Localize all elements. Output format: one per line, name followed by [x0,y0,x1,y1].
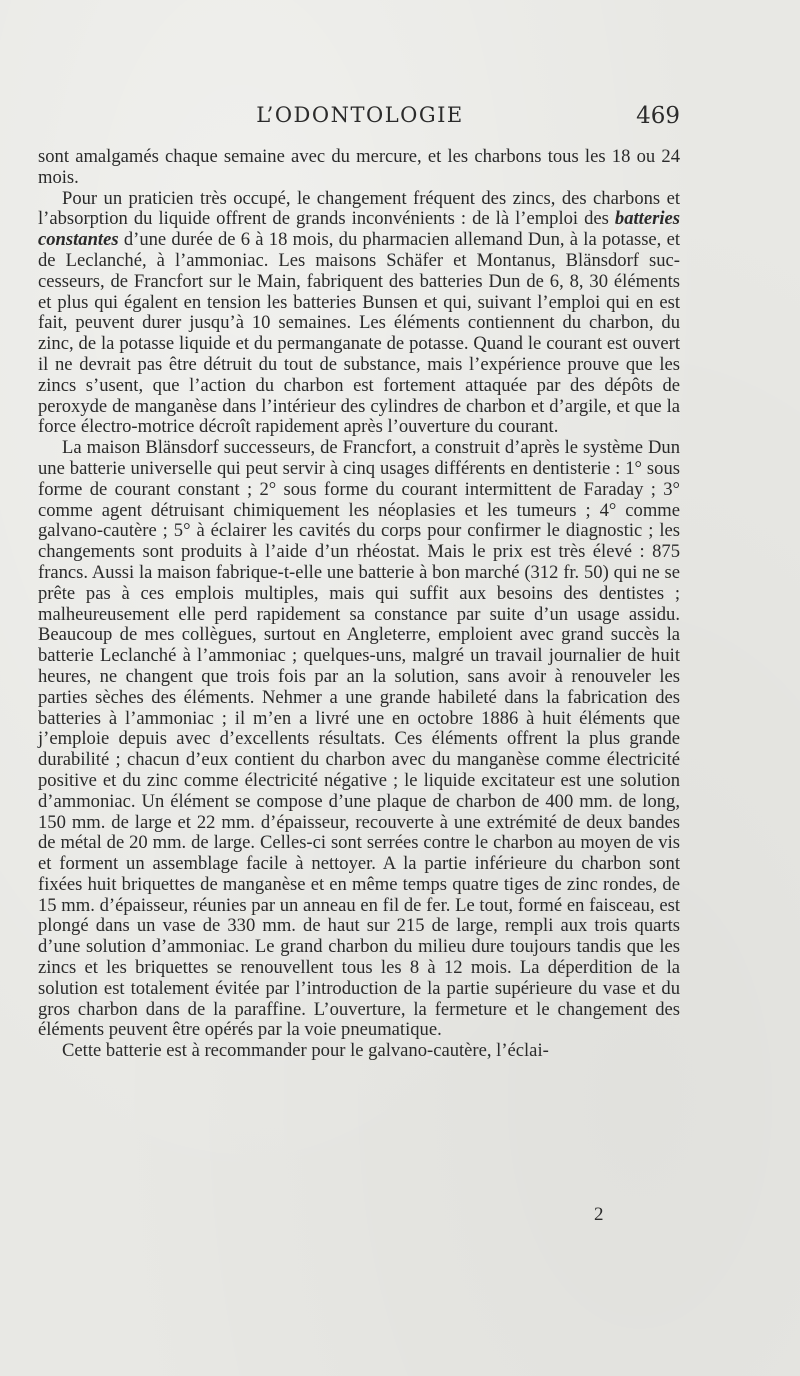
text-run: d’une durée de 6 à 18 mois, du pharmacien allemand Dun, à la potasse, et de Leclanché, à l’ammoniac. Les maisons Schäfer et Montanus, Blänsdorf successeurs, de Francfort sur le Main, fabriquent des batteries Dun de 6, 8, 30 éléments et plus qui égalent en tension les batteries Bunsen et qui, suivant l’emploi qui en est fait, peuvent durer jusqu’à 10 semaines. Les éléments contiennent du charbon, du zinc, de la potasse liquide et du permanganate de potasse. Quand le courant est ouvert il ne devrait pas être détruit du tout de substance, mais l’expérience prouve que les zincs s’usent, que l’action du charbon est fortement attaquée par des dépôts de peroxyde de manganèse dans l’intérieur des cylindres de charbon et d’argile, et que la force électro-motrice décroît rapidement après l’ouverture du courant. [38,229,680,438]
running-title: L’ODONTOLOGIE [256,103,464,127]
body-text [38,147,680,1062]
emphasized-term: batteries constantes [38,208,680,251]
page-header [40,103,680,133]
text-run: La maison Blänsdorf successeurs, de Francfort, a construit d’après le système Dun une batterie universelle qui peut servir à cinq usages différents en dentisterie : 1° sous forme de courant constant ; 2° sous forme du courant intermittent de Faraday ; 3° comme agent détruisant chimiquement les néoplasies et les tumeurs ; 4° comme galvano-cautère ; 5° à éclairer les cavités du corps pour confirmer le diagnostic ; les changements sont produits à l’aide d’un rhéostat. Mais le prix est très élevé : 875 francs. Aussi la maison fabrique-t-elle une batterie à bon marché (312 fr. 50) qui ne se prête pas à ces emplois multiples, mais qui suffit aux besoins des dentistes ; malheureusement elle perd rapidement sa constance par suite d’un usage assidu. Beaucoup de mes collègues, surtout en Angleterre, emploient avec grand succès la batterie Leclanché à l’ammoniac ; quelques-uns, malgré un travail journalier de huit heures, ne changent que trois fois par an la solution, sans avoir à renouveler les parties sèches des éléments. Nehmer a une grande habileté dans la fabrication des batteries à l’ammoniac ; il m’en a livré une en octobre 1886 à huit éléments que j’emploie depuis avec d’excellents résultats. Ces éléments offrent la plus grande durabilité ; chacun d’eux contient du charbon avec du manganèse comme électricité positive et du zinc comme électricité négative ; le liquide excitateur est une solution d’ammoniac. Un élément se compose d’une plaque de charbon de 400 mm. de long, 150 mm. de large et 22 mm. d’épaisseur, recouverte à une extrémité de deux bandes de métal de 20 mm. de large. Celles-ci sont serrées contre le charbon au moyen de vis et forment un assemblage facile à nettoyer. A la partie inférieure du charbon sont fixées huit briquettes de manganèse et en même temps quatre tiges de zinc rondes, de 15 mm. d’épaisseur, réunies par un anneau en fil de fer. Le tout, formé en faisceau, est plongé dans un vase de 330 mm. de haut sur 215 de large, rempli aux trois quarts d’une solution d’ammoniac. Le grand charbon du milieu dure toujours tandis que les zincs et les briquettes se renouvellent tous les 8 à 12 mois. La déperdition de la solution est totalement évitée par l’introduction de la partie supérieure du vase et du gros charbon dans de la paraffine. L’ouverture, la fermeture et le changement des éléments peuvent être opérés par la voie pneumatique. [38,437,680,1041]
page-number: 469 [636,103,680,129]
paragraph [38,438,680,1041]
text-run: sont amalgamés chaque semaine avec du mercure, et les charbons tous les 18 ou 24 mois. [38,146,680,188]
paragraph [38,1041,680,1062]
paragraph [38,147,680,189]
paragraph [38,189,680,439]
text-run: Pour un praticien très occupé, le changement fréquent des zincs, des charbons et l’absorption du liquide offrent de grands inconvénients : de là l’emploi des [38,187,680,230]
text-run: Cette batterie est à recommander pour le galvano-cautère, l’éclai- [62,1040,549,1062]
signature-mark: 2 [594,1204,604,1225]
